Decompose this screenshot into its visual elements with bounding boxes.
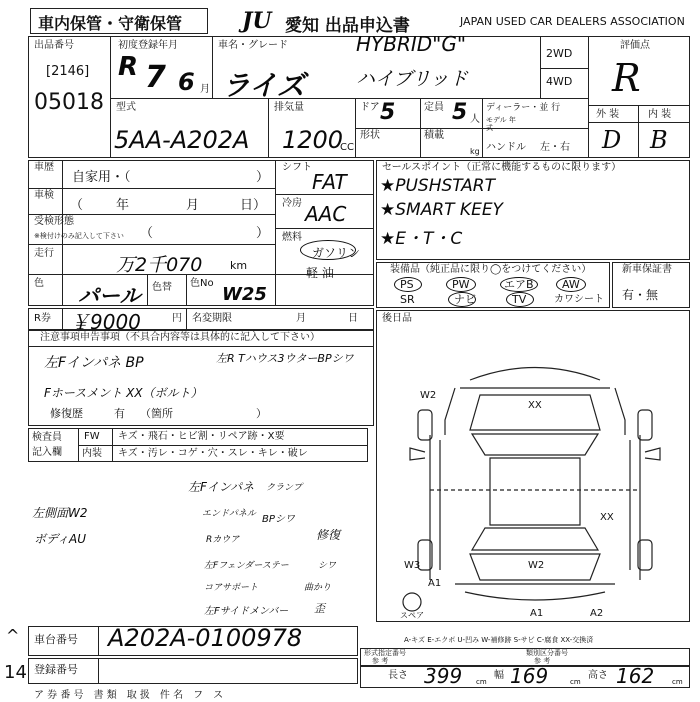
inspector-int-text: キズ・汚レ・コゲ・穴・スレ・キレ・破レ	[118, 448, 308, 459]
displacement-value: 1200	[282, 126, 344, 154]
length-label: 長さ	[388, 670, 408, 681]
diagram-mark: XX	[600, 512, 614, 523]
reception-close: ）	[256, 226, 270, 241]
note-line-1: 左Fインパネ BP	[44, 355, 144, 371]
insp-note: ボディAU	[34, 532, 87, 546]
diagram-mark: A1	[428, 578, 442, 589]
ac-label: 冷房	[282, 198, 302, 209]
inspector-fw-text: キズ・飛石・ヒビ割・リペア跡・X要	[118, 431, 285, 442]
sales-points-label: セールスポイント（正常に機能するものに限ります）	[382, 162, 622, 173]
drive-4wd: 4WD	[546, 75, 573, 88]
chassis-value: A202A-0100978	[108, 624, 303, 652]
equip-pw-circle	[446, 277, 476, 292]
diagram-mark: XX	[528, 400, 542, 411]
drive-2wd: 2WD	[546, 47, 573, 60]
insp-note: Rカウア	[206, 535, 240, 545]
shaken-year: 年	[116, 198, 130, 213]
insp-note: 歪	[314, 602, 325, 615]
margin-mark-2: 14	[4, 662, 27, 683]
grade-label: 評価点	[620, 40, 650, 51]
payload-label: 積載	[424, 130, 444, 141]
capacity-label: 定員	[424, 102, 444, 113]
color-value: パール	[78, 284, 141, 308]
equip-tv-circle	[506, 292, 534, 307]
inspector-label: 検査員	[32, 432, 62, 443]
insp-note: 曲かり	[304, 583, 332, 593]
fuel-alt: 軽 油	[306, 266, 334, 280]
equip-airbag: エアB	[504, 278, 534, 291]
insp-note: 左側面W2	[32, 506, 88, 520]
form-title-en: JAPAN USED CAR DEALERS ASSOCIATION	[460, 15, 685, 28]
mileage-unit: km	[230, 259, 248, 272]
capacity-unit: 人	[470, 114, 480, 125]
equip-ps-circle	[394, 277, 422, 292]
reg-number-label: 登録番号	[34, 663, 78, 676]
sales-point-3: ★E・T・C	[380, 229, 463, 249]
plate-expiry-month: 月	[296, 313, 306, 324]
fuel-value: ガソリン	[312, 246, 361, 260]
ac-value: AAC	[305, 202, 347, 226]
history-close: ）	[256, 170, 270, 185]
warranty-options: 有・無	[622, 288, 659, 302]
steering-options: 左・右	[540, 142, 570, 153]
shape-label: 形状	[360, 130, 380, 141]
recycle-value: ￥9000	[70, 310, 141, 334]
form-title: 愛知 出品申込書	[285, 16, 410, 36]
sales-point-1: ★PUSHSTART	[380, 176, 495, 196]
equip-ps: PS	[400, 278, 414, 291]
inspection-notes-area	[28, 464, 374, 624]
car-name-label: 車名・グレード	[218, 40, 288, 51]
equip-sr: SR	[400, 293, 415, 306]
car-diagram	[400, 340, 670, 620]
registration-era: R	[118, 52, 139, 82]
lot-label: 出品番号	[34, 40, 74, 51]
grade-score: R	[612, 56, 641, 100]
diagram-mark: A1	[530, 608, 544, 619]
steering-label: ハンドル	[486, 142, 526, 153]
payload-unit: kg	[470, 147, 480, 156]
insp-note: エンドパネル	[202, 509, 256, 519]
sales-point-2: ★SMART KEEY	[380, 200, 503, 220]
recycle-unit: 円	[172, 313, 182, 324]
insp-note: クランプ	[266, 483, 303, 493]
displacement-unit: CC	[340, 142, 354, 153]
equip-tv: TV	[512, 293, 527, 306]
color-no-label: 色No	[190, 278, 214, 289]
car-name: ライズ	[222, 69, 305, 102]
warranty-label: 新車保証書	[622, 264, 672, 275]
car-grade-en: HYBRID"G"	[356, 32, 467, 56]
note-line-1b: 左R Tハウス3ウターBPシワ	[216, 352, 354, 365]
equip-aw-circle	[556, 277, 586, 292]
shaken-label: 車検	[34, 190, 54, 201]
note-line-2: Fホースメント XX（ボルト）	[44, 386, 203, 400]
model-label: 型式	[116, 102, 136, 113]
width-label: 幅	[494, 670, 504, 681]
lot-number: 05018	[34, 90, 104, 115]
history-label: 車歴	[34, 162, 54, 173]
insp-note: コアサポート	[204, 583, 259, 593]
plate-expiry-label: 名変期限	[192, 313, 232, 324]
equip-aw: AW	[562, 278, 580, 291]
repair-close: ）	[256, 407, 267, 420]
model-value: 5AA-A202A	[114, 126, 250, 154]
model-year-label: モデル 年式	[486, 116, 516, 132]
exterior-grade: D	[602, 126, 622, 154]
inspector-int-tag: 内装	[82, 448, 102, 459]
shaken-month: 月	[186, 198, 200, 213]
height-unit: cm	[672, 678, 683, 686]
diagram-mark: W3	[404, 560, 421, 571]
registration-year: 7	[145, 60, 166, 95]
insp-note: シワ	[318, 561, 337, 571]
diagram-mark: W2	[528, 560, 545, 571]
displacement-label: 排気量	[274, 102, 304, 113]
diagram-mark: A2	[590, 608, 604, 619]
repair-label: 修復歴	[50, 407, 83, 420]
registration-month: 6	[178, 68, 195, 96]
registration-month-unit: 月	[200, 84, 210, 95]
category-number-sub: 参 考	[534, 657, 551, 665]
equipment-label: 装備品（純正品に限り◯をつけてください）	[390, 264, 592, 275]
notes-label: 注意事項申告事項（不具合内容等は具体的に記入して下さい）	[40, 332, 320, 343]
bottom-row: ア 券 番 号 書 類 取 扱 件 名 フ ス	[34, 690, 224, 701]
doors-value: 5	[380, 100, 396, 125]
category-number-label: 類別区分番号	[526, 649, 568, 657]
shift-label: シフト	[282, 162, 312, 173]
damage-legend: A-キズ E-エクボ U-凹み W-補修跡 S-サビ C-腐食 XX-交換済	[404, 636, 594, 644]
reception-label: 受検形態	[34, 216, 74, 227]
mileage-value: 万2千070	[116, 254, 203, 276]
inspector-label-2: 記入欄	[32, 447, 62, 458]
registration-label: 初度登録年月	[118, 40, 178, 51]
width-unit: cm	[570, 678, 581, 686]
insp-note: 左Fサイドメンバー	[204, 606, 289, 617]
equip-navi-circle	[448, 292, 476, 307]
dealer-label: ディーラー・並 行	[486, 103, 561, 113]
color-change-label: 色替	[152, 282, 172, 293]
chassis-label: 車台番号	[34, 633, 78, 646]
ju-logo: JU	[242, 8, 272, 34]
equip-leather: カワシート	[554, 294, 604, 305]
height-label: 高さ	[588, 670, 608, 681]
insp-note: 左Fインパネ	[188, 480, 255, 494]
equip-navi: ナビ	[454, 293, 476, 306]
form-designation-label: 形式指定番号	[364, 649, 406, 657]
insp-note: 左Fフェンダーステー	[204, 561, 289, 571]
reception-note: ※検付けのみ記入して下さい	[34, 232, 124, 240]
mileage-label: 走行	[34, 248, 54, 259]
insp-note: BPシワ	[262, 514, 295, 525]
recycle-label: R券	[34, 313, 51, 324]
interior-label: 内 装	[648, 109, 672, 120]
margin-mark-1: ^	[6, 626, 20, 645]
width-value: 169	[510, 664, 549, 688]
spare-label: スペア	[400, 611, 424, 620]
equip-pw: PW	[452, 278, 470, 291]
exterior-label: 外 装	[596, 109, 620, 120]
diagram-mark: W2	[420, 390, 437, 401]
equip-airbag-circle	[500, 277, 538, 292]
shaken-open: （	[70, 198, 84, 213]
capacity-value: 5	[452, 100, 468, 125]
length-unit: cm	[476, 678, 487, 686]
doors-label: ドア	[360, 102, 380, 113]
color-no-value: W25	[222, 284, 267, 305]
lot-code: [2146]	[46, 64, 90, 79]
length-value: 399	[424, 664, 463, 688]
plate-expiry-day: 日	[348, 313, 358, 324]
interior-grade: B	[650, 126, 668, 154]
reception-open: （	[140, 226, 154, 241]
history-value: 自家用・（	[72, 170, 131, 185]
form-designation-sub: 参 考	[372, 657, 389, 665]
inspector-fw-tag: FW	[84, 431, 100, 442]
shift-value: FAT	[312, 170, 347, 194]
insp-note: 修復	[316, 528, 341, 542]
fuel-label: 燃料	[282, 232, 302, 243]
shaken-day: 日）	[240, 198, 267, 213]
storage-text: 車内保管・守衛保管	[38, 14, 183, 33]
car-grade-jp: ハイブリッド	[356, 68, 468, 90]
color-label: 色	[34, 278, 44, 289]
rear-seat-label: 後日品	[382, 313, 412, 324]
fuel-circle	[300, 240, 356, 260]
repair-place: （箇所	[140, 407, 173, 420]
height-value: 162	[616, 664, 655, 688]
repair-value: 有	[114, 407, 125, 420]
